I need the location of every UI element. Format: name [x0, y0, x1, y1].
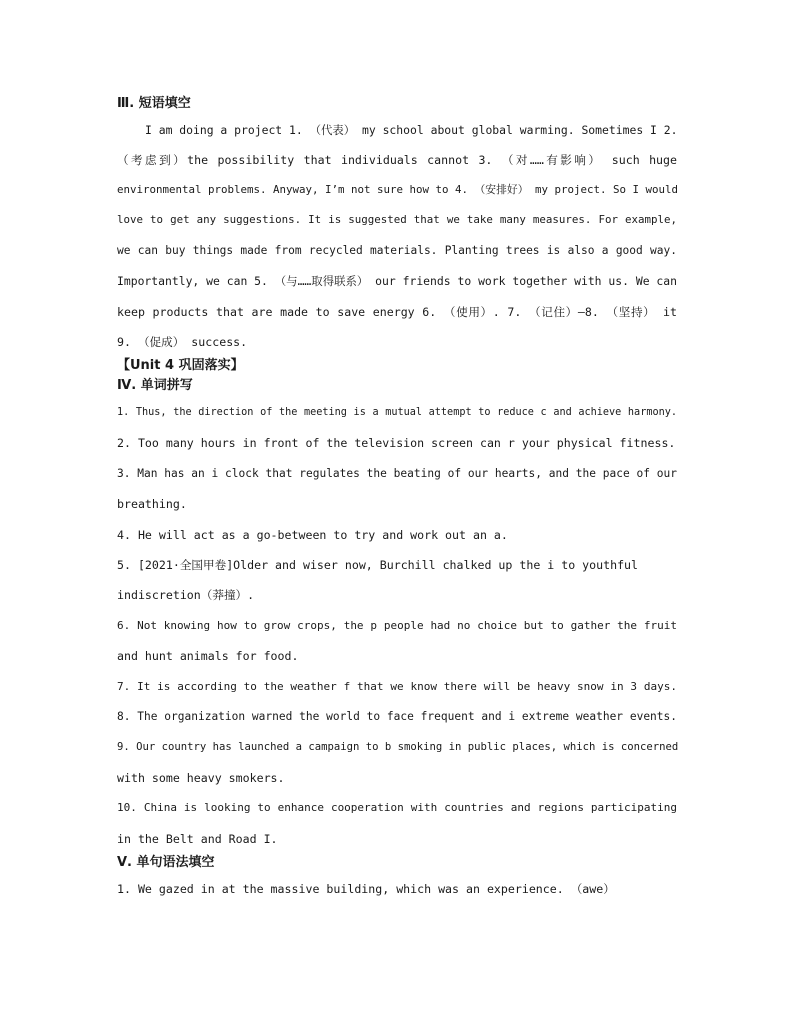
section-4-title: Ⅳ. 单词拼写	[117, 378, 193, 393]
section-4-item-1: 1. Thus, the direction of the meeting is a mutual attempt to reduce c and achieve harmony.	[117, 407, 677, 418]
section-3-line-2: （考虑到）the possibility that individuals cannot 3. （对……有影响） such huge	[117, 153, 677, 167]
section-3-line-6: Importantly, we can 5. （与……取得联系） our friends to work together with us. We can	[117, 274, 677, 288]
section-3-title: Ⅲ. 短语填空	[117, 96, 191, 111]
section-4-item-5-cont: indiscretion（莽撞）.	[117, 588, 255, 602]
section-3-line-8: 9. （促成） success.	[117, 335, 248, 349]
unit-title: 【Unit 4 巩固落实】	[117, 358, 244, 373]
section-4-item-2: 2. Too many hours in front of the television screen can r your physical fitness.	[117, 436, 676, 450]
section-3-line-7: keep products that are made to save energy 6. （使用）. 7. （记住）—8. （坚持） it	[117, 305, 677, 319]
section-4-item-5: 5. [2021·全国甲卷]Older and wiser now, Burchill chalked up the i to youthful	[117, 558, 639, 572]
section-4-item-7: 7. It is according to the weather f that we know there will be heavy snow in 3 days.	[117, 680, 677, 693]
section-4-item-9-cont: with some heavy smokers.	[117, 771, 285, 785]
section-5-title: Ⅴ. 单句语法填空	[117, 855, 215, 870]
section-4-item-10: 10. China is looking to enhance cooperation with countries and regions participating	[117, 801, 677, 814]
section-4-item-6: 6. Not knowing how to grow crops, the p people had no choice but to gather the fruit	[117, 619, 677, 632]
section-3-line-1: I am doing a project 1. （代表） my school about global warming. Sometimes I 2.	[145, 123, 678, 137]
section-3-line-3: environmental problems. Anyway, I’m not sure how to 4. （安排好） my project. So I would	[117, 183, 679, 196]
section-4-item-6-cont: and hunt animals for food.	[117, 649, 299, 663]
section-3-line-5: we can buy things made from recycled materials. Planting trees is also a good way.	[117, 244, 677, 257]
section-4-item-3-cont: breathing.	[117, 497, 187, 511]
section-3-line-4: love to get any suggestions. It is suggested that we take many measures. For example,	[117, 213, 677, 226]
section-4-item-4: 4. He will act as a go-between to try and work out an a.	[117, 528, 508, 542]
section-4-item-10-cont: in the Belt and Road I.	[117, 832, 278, 846]
section-5-item-1: 1. We gazed in at the massive building, which was an experience. （awe）	[117, 882, 615, 896]
section-4-item-8: 8. The organization warned the world to face frequent and i extreme weather events.	[117, 710, 677, 723]
section-4-item-9: 9. Our country has launched a campaign to b smoking in public places, which is concerned	[117, 741, 679, 753]
section-4-item-3: 3. Man has an i clock that regulates the beating of our hearts, and the pace of our	[117, 467, 677, 480]
